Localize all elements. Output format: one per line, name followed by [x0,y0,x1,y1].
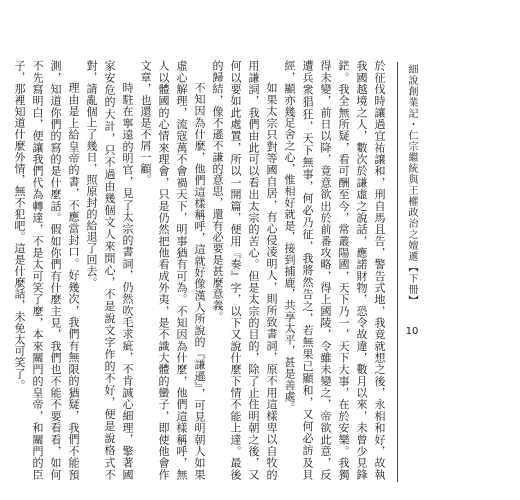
paragraph: 不知因為什麼，他們這樣稱呼，這就好像漢人所說的『謙遜』，可見明朝人如果虛心解理，流寇萬不會禍天下，明事猶有可為。不知因為什麼，他們這樣稱呼，無人以體國的心情來理會，只是仍然把他看成外夷，是不識大體的蠻子，即使他會作文章，也還是不屑一顧。 [139,60,206,480]
paragraph: 理由是上給皇帝的書，不應當封口。好幾次，我們有無限的猶疑，我們不能預測，知道你們的寫的是什麼話。假如你們有什麼主見，我們也不能不要看看，如何不先寫明白，便讓我們代為轉達，不是太可笑了麼，本來關門的皇帝，和關門的臣子，那裡知道什麼外情，無不犯吧。這是什麼話，未免太可笑了。 [13,60,80,480]
paragraph: 如果太宗只對等國自居，有心侵凌明人，則所致書詞，原不用這樣卑以自牧的用謙詞，我們由此可以看出太宗的苦心。但是太宗的目的，除了止住明朝之後，又何以要如此處置，所以一開篇，便用『奏』字，以下又說什麼下情不能上達。最後的歸結，像不遜不謙的意思，還有必要是甚麼意義。 [211,60,278,480]
running-header: 細說創業記・仁宗繼統與王權政治之嬗遞【下冊】 [406,64,417,306]
body-text [13,60,388,480]
paragraph: 時駐在寧遠的明官，見了太宗的書詞，仍然吹毛求疵，不肯誠心細理，擎著國家安危的大計，只不過由幾個文人來閒心，不是說文字作的不好，便是說格式不對，請亂個上了幾日，照原封的給退了回去。 [85,60,134,480]
header-rule [397,62,398,482]
paragraph: 於征伐時讓過宜祐譲和，刑自馬且告，警告式地，我竟就想之後，永相和好，故執我國越境之人，數次於謙虛之說話，應諾財物，恐令故違，數月以來，未曾少見鋒鋩。我全無所疑，看可酬至今，常叢陽國，天下乃一，天下大事，在於安樂。我獨得未變，前日以降，竟意欲出於前番攻略，得上國陵，令雖未變之，帝欲此意，反遭兵衆猖狂，天下無事，何必乃征，我將然告之，若無果已顯和，又何必訪及貝經，顯亦幾足舍之心，惟相好就是，接到捕鹿，共享太平，甚是善處。 [283,60,386,480]
page-number: 10 [405,326,419,337]
